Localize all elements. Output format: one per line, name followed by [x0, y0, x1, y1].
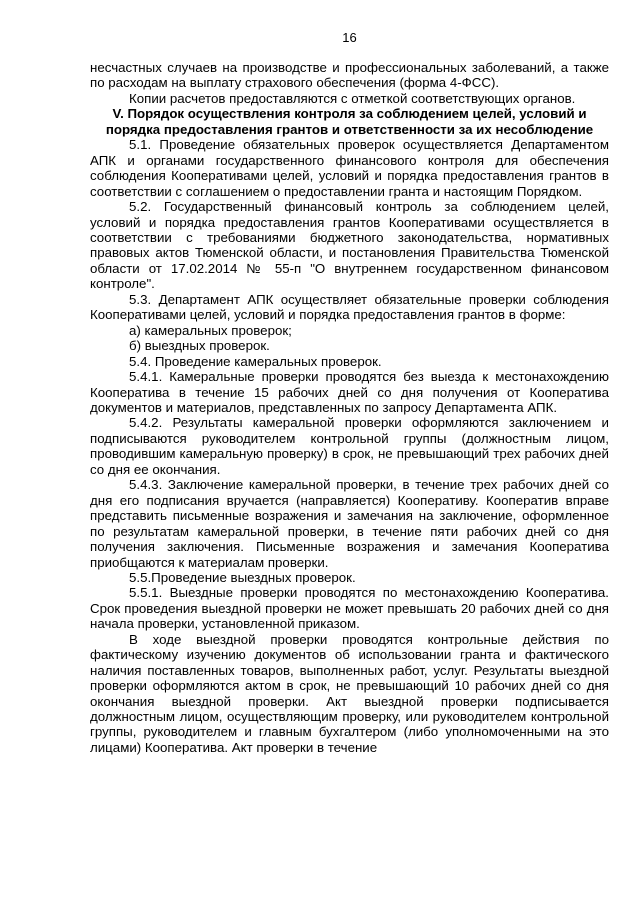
list-item-b: б) выездных проверок. [129, 338, 270, 354]
paragraph-5-4-3: 5.4.3. Заключение камеральной проверки, в течение трех рабочих дней со дня его подписания вручается (направляется) Кооперативу. Кооператив вправе представить письменные возражения и замечания на заключение, оформленное по результатам камеральной проверки, в течение пяти рабочих дней со дня получения заключения. Письменные возражения и замечания Кооператива приобщаются к материалам проверки. [90, 477, 609, 570]
document-body [90, 60, 609, 755]
paragraph-5-5: 5.5.Проведение выездных проверок. [129, 569, 356, 585]
paragraph-5-2: 5.2. Государственный финансовый контроль за соблюдением целей, условий и порядка предоставления грантов Кооперативами осуществляется в соответствии с требованиями бюджетного законодательства, нормативных правовых актов Тюменской области, и постановления Правительства Тюменской области от 17.02.2014 № 55-п "О внутреннем государственном финансовом контроле". [90, 199, 609, 292]
paragraph-5-1: 5.1. Проведение обязательных проверок осуществляется Департаментом АПК и органами государственного финансового контроля для обеспечения соблюдения Кооперативами целей, условий и порядка предоставления грантов в соответствии с соглашением о предоставлении гранта и настоящим Порядком. [90, 137, 609, 199]
paragraph-continuation: несчастных случаев на производстве и профессиональных заболеваний, а также по расходам на выплату страхового обеспечения (форма 4-ФСС). [90, 60, 609, 91]
paragraph-5-5-1: 5.5.1. Выездные проверки проводятся по местонахождению Кооператива. Срок проведения выездной проверки не может превышать 20 рабочих дней со дня начала проверки, установленной приказом. [90, 585, 609, 632]
section-heading: V. Порядок осуществления контроля за соблюдением целей, условий и порядка предоставления грантов и ответственности за их несоблюдение [105, 106, 594, 137]
list-item-a: а) камеральных проверок; [129, 322, 292, 338]
paragraph-5-4: 5.4. Проведение камеральных проверок. [129, 353, 382, 369]
paragraph-field-check: В ходе выездной проверки проводятся контрольные действия по фактическому изучению документов об использовании гранта и фактического наличия поставленных товаров, выполненных работ, услуг. Результаты выездной проверки оформляются актом в срок, не превышающий 10 рабочих дней со дня окончания выездной проверки. Акт выездной проверки подписывается должностным лицом, осуществляющим проверку, или руководителем контрольной группы, руководителем и главным бухгалтером (либо уполномоченными на это лицами) Кооператива. Акт проверки в течение [90, 631, 609, 755]
paragraph-5-4-2: 5.4.2. Результаты камеральной проверки оформляются заключением и подписываются руководителем контрольной группы (должностным лицом, проводившим камеральную проверку) в срок, не превышающий трех рабочих дней со дня ее окончания. [90, 415, 609, 477]
paragraph-copies: Копии расчетов предоставляются с отметкой соответствующих органов. [129, 90, 576, 106]
document-page [90, 30, 609, 755]
paragraph-5-3: 5.3. Департамент АПК осуществляет обязательные проверки соблюдения Кооперативами целей, условий и порядка предоставления грантов в форме: [90, 291, 609, 323]
paragraph-5-4-1: 5.4.1. Камеральные проверки проводятся без выезда к местонахождению Кооператива в течение 15 рабочих дней со дня получения от Кооператива документов и материалов, представленных по запросу Департамента АПК. [90, 369, 609, 415]
page-number: 16 [342, 30, 357, 45]
